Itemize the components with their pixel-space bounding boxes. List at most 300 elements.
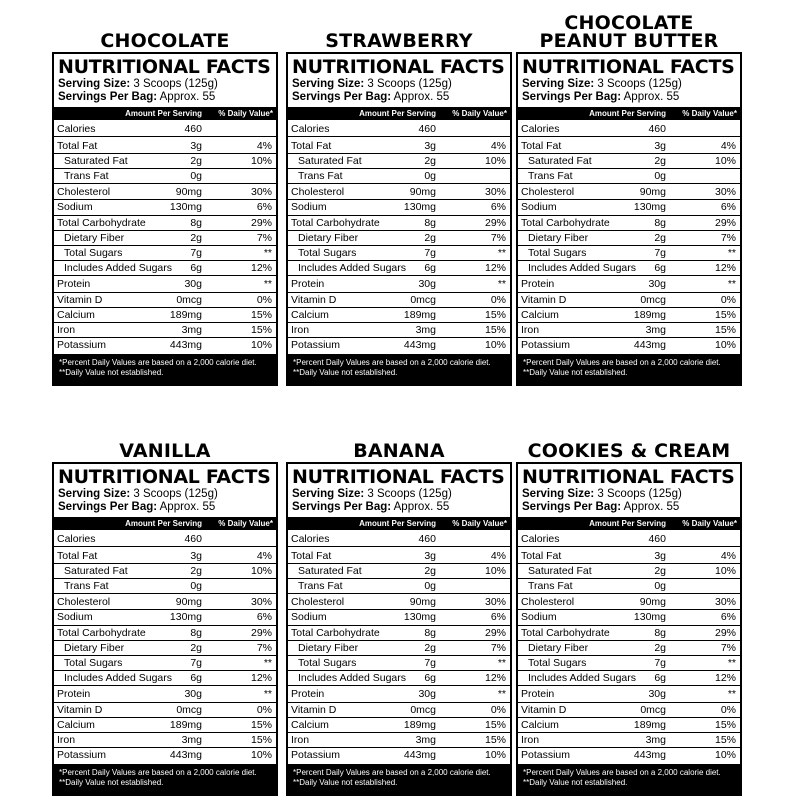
serving-size-label: Serving Size:: [292, 488, 365, 500]
nutrient-row: [518, 671, 740, 686]
nutrient-row: [54, 564, 276, 579]
nutrient-row: [54, 122, 276, 137]
footnote-daily-values: *Percent Daily Values are based on a 2,000 calorie diet.: [59, 357, 257, 367]
nutrient-amount: 3mg: [645, 323, 666, 336]
nutrient-daily-value: 15%: [250, 308, 272, 321]
nutrient-name: Total Fat: [521, 549, 562, 562]
nutrient-amount: 443mg: [633, 748, 666, 761]
nutrient-amount: 8g: [654, 626, 666, 639]
nutrient-amount: 6g: [424, 261, 436, 274]
nutrient-amount: 130mg: [169, 611, 202, 624]
nutrient-row: [518, 293, 740, 308]
serving-size: [288, 78, 510, 91]
amount-per-serving-header: Amount Per Serving: [125, 519, 202, 528]
amount-per-serving-header: Amount Per Serving: [125, 109, 202, 118]
nutrient-row: [54, 687, 276, 702]
nutrient-name: Cholesterol: [57, 596, 111, 609]
nutrient-daily-value: **: [263, 656, 272, 669]
serving-size: [54, 488, 276, 501]
nutrient-daily-value: 7%: [256, 641, 272, 654]
nutrient-row: [518, 246, 740, 261]
nutrient-daily-value: 6%: [256, 201, 272, 214]
nutrient-row: [518, 687, 740, 702]
nutrient-amount: 130mg: [633, 611, 666, 624]
nutrient-name: Potassium: [291, 748, 341, 761]
nutrient-amount: 443mg: [169, 748, 202, 761]
amount-per-serving-header: Amount Per Serving: [589, 519, 666, 528]
nutrient-row: [54, 231, 276, 246]
nutrient-amount: 460: [648, 533, 666, 545]
nutrient-name: Calories: [291, 123, 330, 135]
nutrient-daily-value: 4%: [720, 549, 736, 562]
footnote-daily-values: *Percent Daily Values are based on a 2,000 calorie diet.: [293, 357, 491, 367]
nutrient-name: Cholesterol: [521, 186, 575, 199]
nutrient-name: Saturated Fat: [64, 154, 128, 167]
serving-size-value: 3 Scoops (125g): [364, 488, 452, 500]
nutrient-row: [288, 169, 510, 184]
nutrient-name: Includes Added Sugars: [528, 261, 636, 274]
column-header-bar: [518, 517, 740, 530]
nutrient-daily-value: 29%: [484, 216, 506, 229]
flavor-name: CHOCOLATE: [100, 30, 230, 52]
nutrition-title: NUTRITIONAL FACTS: [58, 466, 271, 488]
nutrient-amount: 3mg: [415, 733, 436, 746]
nutrient-daily-value: **: [497, 278, 506, 291]
column-header-bar: [288, 107, 510, 120]
nutrient-row: [518, 122, 740, 137]
nutrient-row: [54, 656, 276, 671]
nutrient-name: Calories: [521, 533, 560, 545]
nutrient-amount: 6g: [654, 261, 666, 274]
nutrient-row: [518, 549, 740, 564]
nutrition-title: NUTRITIONAL FACTS: [292, 466, 505, 488]
nutrient-row: [54, 671, 276, 686]
servings-per-bag-value: Approx. 55: [621, 91, 680, 103]
nutrient-name: Cholesterol: [291, 186, 345, 199]
nutrient-daily-value: 10%: [714, 564, 736, 577]
footnote: [518, 764, 740, 794]
serving-size-value: 3 Scoops (125g): [594, 488, 682, 500]
nutrient-name: Trans Fat: [298, 579, 343, 592]
serving-size-label: Serving Size:: [522, 78, 595, 90]
serving-size: [54, 78, 276, 91]
nutrient-amount: 443mg: [403, 338, 436, 351]
nutrient-daily-value: 10%: [714, 154, 736, 167]
nutrient-amount: 130mg: [403, 611, 436, 624]
nutrient-amount: 30g: [184, 688, 202, 701]
nutrient-amount: 90mg: [175, 596, 202, 609]
nutrient-daily-value: 15%: [250, 323, 272, 336]
nutrient-row: [288, 261, 510, 276]
nutrient-row: [288, 139, 510, 154]
nutrient-row: [518, 338, 740, 353]
servings-per-bag-value: Approx. 55: [391, 501, 450, 513]
nutrient-row: [288, 687, 510, 702]
nutrition-title: NUTRITIONAL FACTS: [58, 56, 271, 78]
nutrient-amount: 189mg: [633, 718, 666, 731]
nutrient-name: Iron: [291, 733, 310, 746]
servings-per-bag: [54, 501, 276, 514]
nutrient-name: Sodium: [521, 611, 557, 624]
nutrient-amount: 90mg: [639, 186, 666, 199]
nutrient-daily-value: 4%: [256, 549, 272, 562]
nutrient-amount: 2g: [190, 564, 202, 577]
nutrient-name: Dietary Fiber: [528, 641, 589, 654]
nutrient-amount: 6g: [424, 671, 436, 684]
nutrient-amount: 3g: [654, 139, 666, 152]
daily-value-header: % Daily Value*: [218, 109, 273, 118]
nutrient-name: Includes Added Sugars: [528, 671, 636, 684]
nutrient-row: [288, 216, 510, 231]
nutrient-row: [54, 748, 276, 763]
nutrient-name: Cholesterol: [521, 596, 575, 609]
servings-per-bag-label: Servings Per Bag:: [292, 501, 392, 513]
footnote-daily-values: *Percent Daily Values are based on a 2,000 calorie diet.: [293, 767, 491, 777]
nutrient-row: [288, 579, 510, 594]
nutrient-name: Vitamin D: [291, 293, 337, 306]
nutrient-amount: 189mg: [169, 308, 202, 321]
servings-per-bag: [54, 91, 276, 104]
nutrient-daily-value: 15%: [714, 308, 736, 321]
nutrient-rows: [288, 530, 510, 764]
nutrient-row: [54, 532, 276, 547]
nutrient-name: Vitamin D: [291, 703, 337, 716]
nutrient-daily-value: 0%: [490, 703, 506, 716]
servings-per-bag-label: Servings Per Bag:: [522, 91, 622, 103]
nutrition-facts-box: [52, 52, 278, 386]
nutrient-name: Iron: [521, 733, 540, 746]
nutrient-name: Total Fat: [291, 549, 332, 562]
nutrient-amount: 3g: [424, 139, 436, 152]
nutrient-amount: 0mcg: [410, 293, 436, 306]
nutrient-daily-value: 12%: [250, 261, 272, 274]
nutrient-name: Dietary Fiber: [64, 641, 125, 654]
nutrient-row: [54, 323, 276, 338]
nutrient-name: Calories: [291, 533, 330, 545]
nutrient-daily-value: **: [497, 656, 506, 669]
nutrient-row: [518, 532, 740, 547]
nutrient-row: [54, 261, 276, 276]
nutrient-row: [518, 579, 740, 594]
footnote: [518, 354, 740, 384]
nutrient-amount: 460: [648, 123, 666, 135]
nutrient-row: [54, 733, 276, 748]
nutrient-daily-value: 29%: [250, 626, 272, 639]
nutrient-amount: 2g: [654, 231, 666, 244]
nutrient-daily-value: 7%: [720, 231, 736, 244]
footnote: [54, 764, 276, 794]
nutrient-name: Vitamin D: [521, 703, 567, 716]
serving-size-label: Serving Size:: [58, 78, 131, 90]
nutrient-amount: 3g: [190, 549, 202, 562]
footnote-not-established: **Daily Value not established.: [59, 367, 164, 377]
nutrient-row: [518, 308, 740, 323]
servings-per-bag: [288, 501, 510, 514]
nutrition-panel-strawberry: [286, 30, 512, 386]
nutrient-daily-value: 30%: [714, 596, 736, 609]
nutrient-daily-value: 10%: [250, 338, 272, 351]
nutrient-amount: 90mg: [175, 186, 202, 199]
nutrient-row: [518, 748, 740, 763]
nutrient-daily-value: 6%: [490, 611, 506, 624]
nutrient-amount: 3g: [190, 139, 202, 152]
nutrition-panel-cookies-and-cream: [516, 440, 742, 796]
nutrient-row: [288, 293, 510, 308]
footnote-daily-values: *Percent Daily Values are based on a 2,000 calorie diet.: [59, 767, 257, 777]
servings-per-bag: [518, 501, 740, 514]
nutrient-daily-value: 6%: [256, 611, 272, 624]
nutrient-amount: 130mg: [169, 201, 202, 214]
nutrient-amount: 0mcg: [640, 703, 666, 716]
footnote-daily-values: *Percent Daily Values are based on a 2,000 calorie diet.: [523, 357, 721, 367]
nutrient-daily-value: 4%: [720, 139, 736, 152]
nutrient-daily-value: 29%: [714, 216, 736, 229]
nutrient-daily-value: 30%: [714, 186, 736, 199]
nutrient-amount: 0g: [190, 169, 202, 182]
nutrient-amount: 443mg: [633, 338, 666, 351]
nutrient-row: [54, 610, 276, 625]
nutrient-row: [54, 641, 276, 656]
footnote-not-established: **Daily Value not established.: [293, 367, 398, 377]
nutrient-name: Saturated Fat: [64, 564, 128, 577]
nutrient-daily-value: 6%: [720, 611, 736, 624]
serving-size: [288, 488, 510, 501]
nutrient-daily-value: 6%: [490, 201, 506, 214]
nutrient-daily-value: 10%: [484, 564, 506, 577]
nutrient-amount: 460: [184, 533, 202, 545]
nutrient-daily-value: 10%: [484, 338, 506, 351]
nutrient-name: Includes Added Sugars: [64, 671, 172, 684]
nutrient-name: Calcium: [521, 718, 559, 731]
nutrient-row: [54, 277, 276, 292]
nutrition-panel-chocolate: [52, 30, 278, 386]
nutrient-amount: 2g: [654, 154, 666, 167]
servings-per-bag-label: Servings Per Bag:: [522, 501, 622, 513]
serving-size-value: 3 Scoops (125g): [364, 78, 452, 90]
nutrient-daily-value: 30%: [250, 596, 272, 609]
nutrient-name: Total Fat: [57, 139, 98, 152]
nutrition-facts-box: [516, 52, 742, 386]
nutrient-name: Calcium: [291, 308, 329, 321]
nutrient-row: [288, 748, 510, 763]
nutrient-name: Total Sugars: [298, 656, 357, 669]
nutrient-daily-value: 7%: [256, 231, 272, 244]
nutrient-rows: [54, 120, 276, 354]
nutrient-row: [54, 246, 276, 261]
serving-size-value: 3 Scoops (125g): [130, 488, 218, 500]
nutrient-row: [288, 626, 510, 641]
nutrient-amount: 189mg: [169, 718, 202, 731]
nutrient-row: [54, 579, 276, 594]
nutrient-amount: 3g: [424, 549, 436, 562]
nutrition-facts-box: [286, 52, 512, 386]
nutrient-amount: 2g: [424, 564, 436, 577]
nutrient-rows: [54, 530, 276, 764]
nutrient-daily-value: 15%: [484, 323, 506, 336]
nutrient-row: [54, 216, 276, 231]
nutrition-facts-box: [516, 462, 742, 796]
column-header-bar: [54, 517, 276, 530]
nutrient-row: [288, 308, 510, 323]
flavor-name: CHOCOLATE PEANUT BUTTER: [539, 12, 719, 52]
nutrient-row: [288, 200, 510, 215]
nutrient-name: Includes Added Sugars: [64, 261, 172, 274]
nutrient-daily-value: 7%: [490, 641, 506, 654]
nutrient-row: [54, 293, 276, 308]
nutrient-name: Saturated Fat: [298, 564, 362, 577]
nutrient-amount: 2g: [654, 641, 666, 654]
nutrient-amount: 8g: [190, 216, 202, 229]
nutrient-amount: 2g: [424, 154, 436, 167]
nutrient-amount: 3mg: [645, 733, 666, 746]
nutrient-amount: 7g: [190, 656, 202, 669]
servings-per-bag-value: Approx. 55: [391, 91, 450, 103]
daily-value-header: % Daily Value*: [218, 519, 273, 528]
nutrient-row: [54, 154, 276, 169]
nutrient-name: Saturated Fat: [528, 564, 592, 577]
nutrient-amount: 3mg: [181, 323, 202, 336]
nutrient-row: [518, 216, 740, 231]
nutrient-row: [518, 610, 740, 625]
nutrient-daily-value: 7%: [720, 641, 736, 654]
nutrient-daily-value: 10%: [250, 748, 272, 761]
nutrient-daily-value: 10%: [714, 748, 736, 761]
nutrient-daily-value: 12%: [250, 671, 272, 684]
nutrient-row: [54, 595, 276, 610]
serving-size-value: 3 Scoops (125g): [130, 78, 218, 90]
nutrient-row: [518, 323, 740, 338]
nutrient-amount: 30g: [184, 278, 202, 291]
nutrient-amount: 90mg: [639, 596, 666, 609]
nutrient-name: Protein: [521, 278, 555, 291]
flavor-name: VANILLA: [119, 440, 211, 462]
nutrient-name: Sodium: [291, 611, 327, 624]
nutrient-name: Sodium: [521, 201, 557, 214]
nutrient-amount: 8g: [424, 626, 436, 639]
column-header-bar: [288, 517, 510, 530]
nutrient-amount: 3mg: [181, 733, 202, 746]
nutrient-row: [54, 549, 276, 564]
serving-size: [518, 488, 740, 501]
nutrient-name: Iron: [57, 323, 76, 336]
nutrient-amount: 0g: [654, 169, 666, 182]
nutrient-amount: 7g: [654, 656, 666, 669]
nutrient-amount: 7g: [424, 656, 436, 669]
nutrient-amount: 30g: [648, 688, 666, 701]
nutrient-daily-value: 12%: [484, 261, 506, 274]
nutrient-amount: 460: [418, 533, 436, 545]
nutrient-name: Includes Added Sugars: [298, 261, 406, 274]
nutrient-name: Total Carbohydrate: [291, 626, 380, 639]
nutrient-daily-value: 15%: [714, 718, 736, 731]
nutrient-name: Protein: [521, 688, 555, 701]
servings-per-bag-label: Servings Per Bag:: [292, 91, 392, 103]
nutrient-name: Sodium: [291, 201, 327, 214]
nutrient-name: Dietary Fiber: [528, 231, 589, 244]
nutrient-name: Protein: [57, 278, 91, 291]
nutrient-amount: 3mg: [415, 323, 436, 336]
nutrient-daily-value: **: [727, 278, 736, 291]
nutrient-row: [518, 277, 740, 292]
nutrient-amount: 90mg: [409, 596, 436, 609]
footnote-not-established: **Daily Value not established.: [59, 777, 164, 787]
nutrient-row: [518, 200, 740, 215]
nutrient-amount: 460: [418, 123, 436, 135]
nutrition-facts-box: [52, 462, 278, 796]
nutrient-daily-value: **: [263, 688, 272, 701]
nutrient-row: [288, 122, 510, 137]
nutrient-row: [518, 718, 740, 733]
nutrition-title: NUTRITIONAL FACTS: [292, 56, 505, 78]
nutrient-name: Iron: [291, 323, 310, 336]
nutrient-name: Sodium: [57, 201, 93, 214]
nutrient-name: Trans Fat: [64, 169, 109, 182]
nutrient-row: [54, 718, 276, 733]
nutrient-name: Total Sugars: [298, 246, 357, 259]
nutrient-rows: [518, 120, 740, 354]
nutrient-row: [288, 703, 510, 718]
nutrient-row: [288, 564, 510, 579]
nutrient-amount: 2g: [190, 231, 202, 244]
nutrition-title: NUTRITIONAL FACTS: [522, 56, 735, 78]
nutrient-daily-value: 30%: [250, 186, 272, 199]
nutrient-daily-value: 12%: [714, 261, 736, 274]
nutrient-row: [54, 308, 276, 323]
flavor-name: COOKIES & CREAM: [527, 440, 731, 462]
servings-per-bag: [518, 91, 740, 104]
nutrient-name: Calcium: [57, 308, 95, 321]
nutrient-daily-value: 7%: [490, 231, 506, 244]
nutrient-amount: 130mg: [403, 201, 436, 214]
nutrient-row: [288, 532, 510, 547]
nutrient-name: Iron: [57, 733, 76, 746]
nutrient-daily-value: 6%: [720, 201, 736, 214]
serving-size-label: Serving Size:: [58, 488, 131, 500]
nutrient-name: Protein: [291, 688, 325, 701]
nutrient-daily-value: 15%: [250, 733, 272, 746]
nutrient-name: Vitamin D: [521, 293, 567, 306]
nutrient-row: [288, 610, 510, 625]
nutrient-daily-value: 29%: [484, 626, 506, 639]
nutrient-name: Calories: [57, 123, 96, 135]
nutrient-name: Potassium: [57, 748, 107, 761]
nutrient-daily-value: 0%: [720, 293, 736, 306]
servings-per-bag-value: Approx. 55: [621, 501, 680, 513]
serving-size-value: 3 Scoops (125g): [594, 78, 682, 90]
nutrient-daily-value: 15%: [484, 718, 506, 731]
serving-size-label: Serving Size:: [522, 488, 595, 500]
nutrient-name: Total Sugars: [64, 246, 123, 259]
nutrient-amount: 2g: [654, 564, 666, 577]
nutrient-daily-value: 29%: [250, 216, 272, 229]
nutrient-row: [288, 671, 510, 686]
nutrient-name: Trans Fat: [528, 579, 573, 592]
nutrient-row: [288, 231, 510, 246]
nutrient-name: Dietary Fiber: [298, 641, 359, 654]
nutrition-panel-vanilla: [52, 440, 278, 796]
nutrient-name: Protein: [291, 278, 325, 291]
nutrient-row: [288, 338, 510, 353]
nutrient-row: [518, 656, 740, 671]
nutrient-daily-value: 15%: [484, 308, 506, 321]
nutrient-row: [518, 169, 740, 184]
servings-per-bag-label: Servings Per Bag:: [58, 501, 158, 513]
nutrient-amount: 2g: [190, 641, 202, 654]
nutrient-name: Potassium: [291, 338, 341, 351]
serving-size-label: Serving Size:: [292, 78, 365, 90]
nutrient-row: [54, 338, 276, 353]
nutrition-title: NUTRITIONAL FACTS: [522, 466, 735, 488]
